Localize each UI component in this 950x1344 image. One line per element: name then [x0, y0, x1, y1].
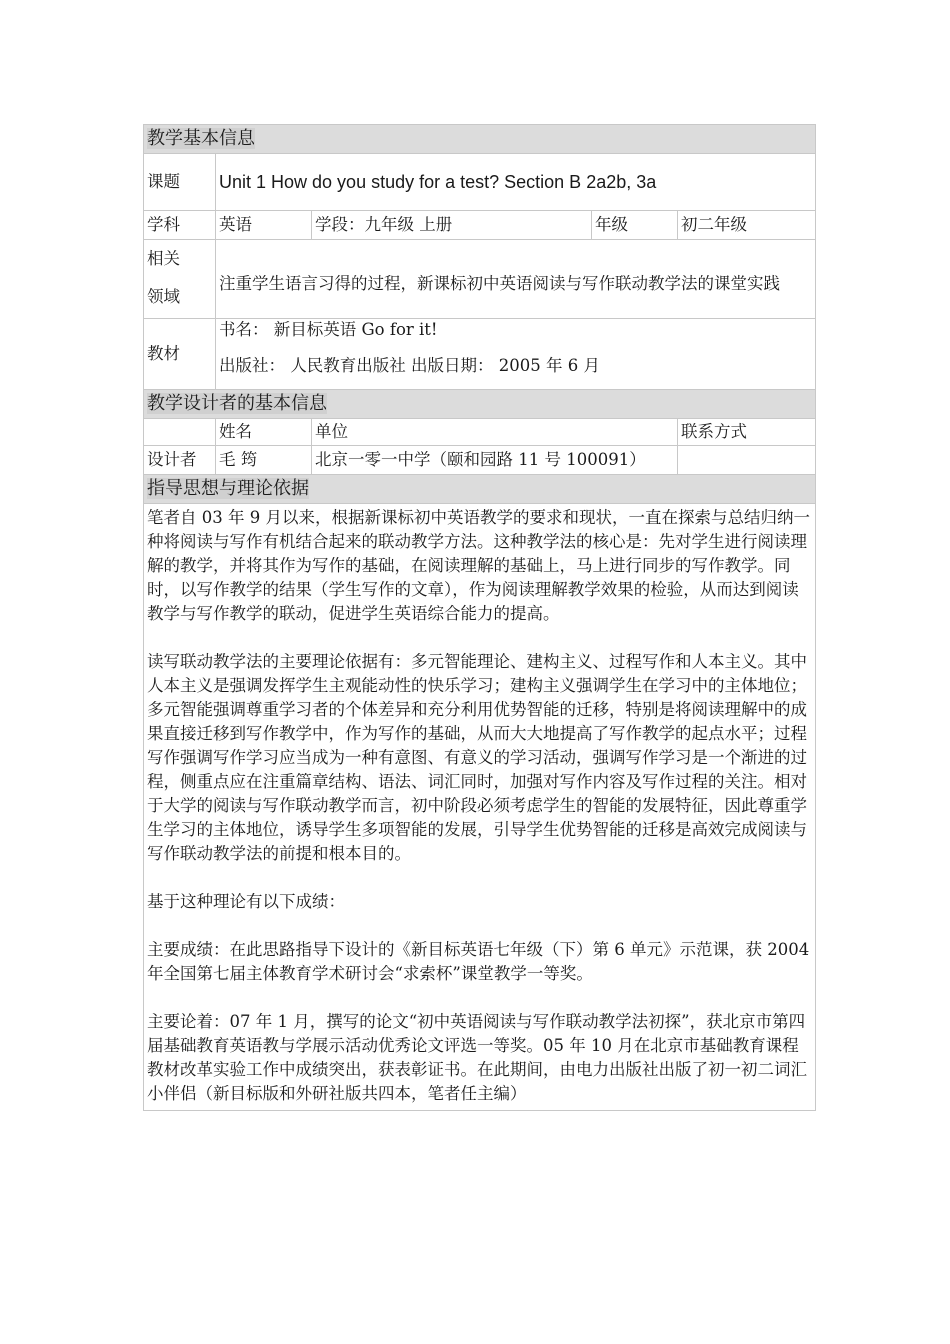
related-label-line2: 领域 — [147, 287, 180, 306]
section-designer-row — [144, 390, 816, 419]
related-label-line1: 相关 — [147, 249, 180, 268]
lesson-info-table — [143, 124, 816, 1111]
textbook-spacer — [219, 341, 812, 355]
designer-unit: 北京一零一中学（颐和园路 11 号 100091） — [312, 446, 678, 475]
textbook-publisher-line: 出版社： 人民教育出版社 出版日期： 2005 年 6 月 — [219, 356, 600, 375]
section-theory-row — [144, 475, 816, 504]
designer-header-unit: 单位 — [312, 419, 678, 446]
section-basic-row — [144, 125, 816, 154]
subject-label: 学科 — [144, 211, 216, 240]
paragraph-main-works: 主要论着：07 年 1 月，撰写的论文“初中英语阅读与写作联动教学法初探”，获北京市第四届基础教育英语教与学展示活动优秀论文评选一等奖。05 年 10 月在北京市基础教育课程教材改革实验工作中成绩突出，获表彰证书。在此期间，由电力出版社出版了初一初二词汇小伴侣（新目标版和外研社版共四本，笔者任主编） — [147, 1012, 807, 1103]
subject-row — [144, 211, 816, 240]
section-basic-title — [144, 125, 816, 154]
paragraph-results-intro: 基于这种理论有以下成绩： — [147, 892, 345, 911]
grade-label: 年级 — [592, 211, 678, 240]
section-theory-title — [144, 475, 816, 504]
section-designer-title — [144, 390, 816, 419]
paragraph-main-results: 主要成绩：在此思路指导下设计的《新目标英语七年级（下）第 6 单元》示范课，获 2004 年全国第七届主体教育学术研讨会“求索杯”课堂教学一等奖。 — [147, 940, 810, 983]
paragraph-origin: 笔者自 03 年 9 月以来，根据新课标初中英语教学的要求和现状，一直在探索与总结归纳一种将阅读与写作有机结合起来的联动教学方法。这种教学法的核心是：先对学生进行阅读理解的教学，并将其作为写作的基础，在阅读理解的基础上，马上进行同步的写作教学。同时，以写作教学的结果（学生写作的文章），作为阅读理解教学效果的检验，从而达到阅读教学与写作教学的联动，促进学生英语综合能力的提高。 — [147, 508, 810, 623]
textbook-label: 教材 — [144, 319, 216, 390]
grade-value: 初二年级 — [678, 211, 816, 240]
designer-name: 毛 筠 — [216, 446, 312, 475]
section-theory-text: 指导思想与理论依据 — [147, 478, 309, 499]
subject-value: 英语 — [216, 211, 312, 240]
course-row — [144, 154, 816, 211]
designer-header-name: 姓名 — [216, 419, 312, 446]
paragraph-theory: 读写联动教学法的主要理论依据有：多元智能理论、建构主义、过程写作和人本主义。其中人本主义是强调发挥学生主观能动性的快乐学习；建构主义强调学生在学习中的主体地位；多元智能强调尊重学习者的个体差异和充分利用优势智能的迁移，特别是将阅读理解中的成果直接迁移到写作教学中，作为写作的基础，从而大大地提高了写作教学的起点水平；过程写作强调写作学习应当成为一种有意图、有意义的学习活动，强调写作学习是一个渐进的过程，侧重点应在注重篇章结构、语法、词汇同时，加强对写作内容及写作过程的关注。相对于大学的阅读与写作联动教学而言，初中阶段必须考虑学生的智能的发展特征，因此尊重学生学习的主体地位，诱导学生多项智能的发展，引导学生优势智能的迁移是高效完成阅读与写作联动教学法的前提和根本目的。 — [147, 652, 807, 863]
related-row — [144, 240, 816, 319]
stage-value: 学段：九年级 上册 — [312, 211, 592, 240]
designer-header-blank — [144, 419, 216, 446]
designer-header-contact: 联系方式 — [678, 419, 816, 446]
textbook-title-line: 书名： 新目标英语 Go for it! — [219, 320, 438, 339]
course-value: Unit 1 How do you study for a test? Section B 2a2b, 3a — [216, 154, 816, 211]
textbook-value — [216, 319, 816, 390]
course-label: 课题 — [144, 154, 216, 211]
document-page — [143, 124, 815, 1111]
related-value: 注重学生语言习得的过程，新课标初中英语阅读与写作联动教学法的课堂实践 — [216, 240, 816, 319]
theory-body — [144, 504, 816, 1111]
related-label — [144, 240, 216, 319]
designer-header-row — [144, 419, 816, 446]
theory-body-row — [144, 504, 816, 1111]
designer-label: 设计者 — [144, 446, 216, 475]
section-basic-text: 教学基本信息 — [147, 128, 255, 149]
section-designer-text: 教学设计者的基本信息 — [147, 393, 327, 414]
designer-row — [144, 446, 816, 475]
designer-contact — [678, 446, 816, 475]
textbook-row — [144, 319, 816, 390]
